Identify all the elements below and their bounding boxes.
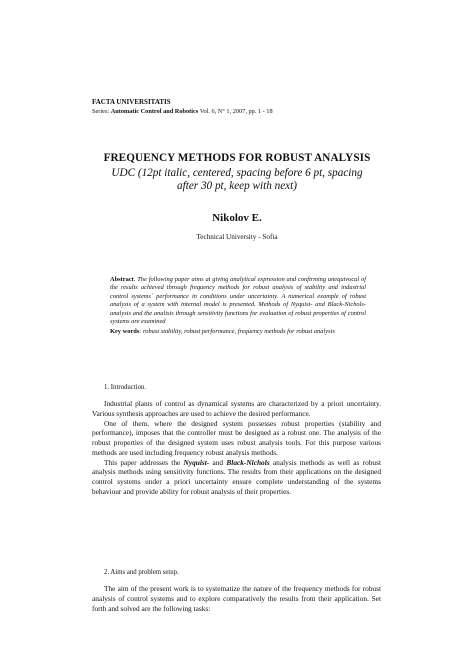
keywords-label: Key words xyxy=(110,328,140,335)
section-2-body xyxy=(92,584,381,613)
abstract-text: . The following paper aims at giving analytical expression and confirming unequivocal of the results achieved through frequency methods for robust analysis of stability and industrial control systems` performance in conditions under uncertainty. A numerical example of robust analysis of a system with internal model is presented. Methods of Nyquist- and Black-Nichols- analysis and the analisis through sensitivity functions for evaluation of robust properties of control systems are examined xyxy=(110,276,366,326)
paragraph: This paper addresses the Nyquist- and Black-Nichols analysis methods as well as robust analysis methods using sensitivity functions. The results from their applications on the designed control systems under a priori uncertainty ensure complete understanding of the systems behaviour and provide ability for robust analysis of their properties. xyxy=(92,457,381,496)
emphasis-nyquist: Nyquist- xyxy=(183,457,210,467)
keywords-text: : robust stability, robust performance, frequency methods for robust analysis xyxy=(139,328,335,335)
paper-title: FREQUENCY METHODS FOR ROBUST ANALYSIS xyxy=(103,152,371,164)
series-name: Automatic Control and Robotics xyxy=(110,108,199,115)
section-2-heading: 2. Aims and problem setup. xyxy=(104,569,179,576)
journal-series xyxy=(92,107,392,116)
series-prefix: Series: xyxy=(92,108,111,115)
udc-line: UDC (12pt italic, centered, spacing before 6 pt, spacing after 30 pt, keep with next) xyxy=(111,167,363,192)
journal-header xyxy=(92,98,392,116)
abstract-label: Abstract xyxy=(110,276,134,283)
paragraph: Industrial plants of control as dynamical systems are characterized by a priori uncertainty. Various synthesis approaches are used to achieve the desired performance. xyxy=(92,399,381,418)
abstract xyxy=(110,276,366,326)
emphasis-black-nichols: Black-Nichols xyxy=(226,457,270,467)
paragraph: One of them, where the designed system possesses robust properties (stability and performance), imposes that the controller must be designed as a robust one. The analysis of the robust properties of the designed system uses robust analysis tools. For this purpose various methods are used including frequency robust analysis methods. xyxy=(92,418,381,457)
journal-name: FACTA UNIVERSITATIS xyxy=(92,98,171,106)
paragraph: The aim of the present work is to systematize the nature of the frequency methods for robust analysis of control systems and to explore comparatively the results from their application. Set forth and solved are the following tasks: xyxy=(92,584,381,613)
section-1-body xyxy=(92,399,381,497)
author-name: Nikolov E. xyxy=(212,212,262,224)
affiliation: Technical University - Sofia xyxy=(196,233,278,241)
series-suffix: Vol. 6, N° 1, 2007, pp. 1 - 18 xyxy=(198,108,273,115)
keywords xyxy=(110,328,366,336)
section-1-heading: 1. Introduction. xyxy=(104,384,147,391)
